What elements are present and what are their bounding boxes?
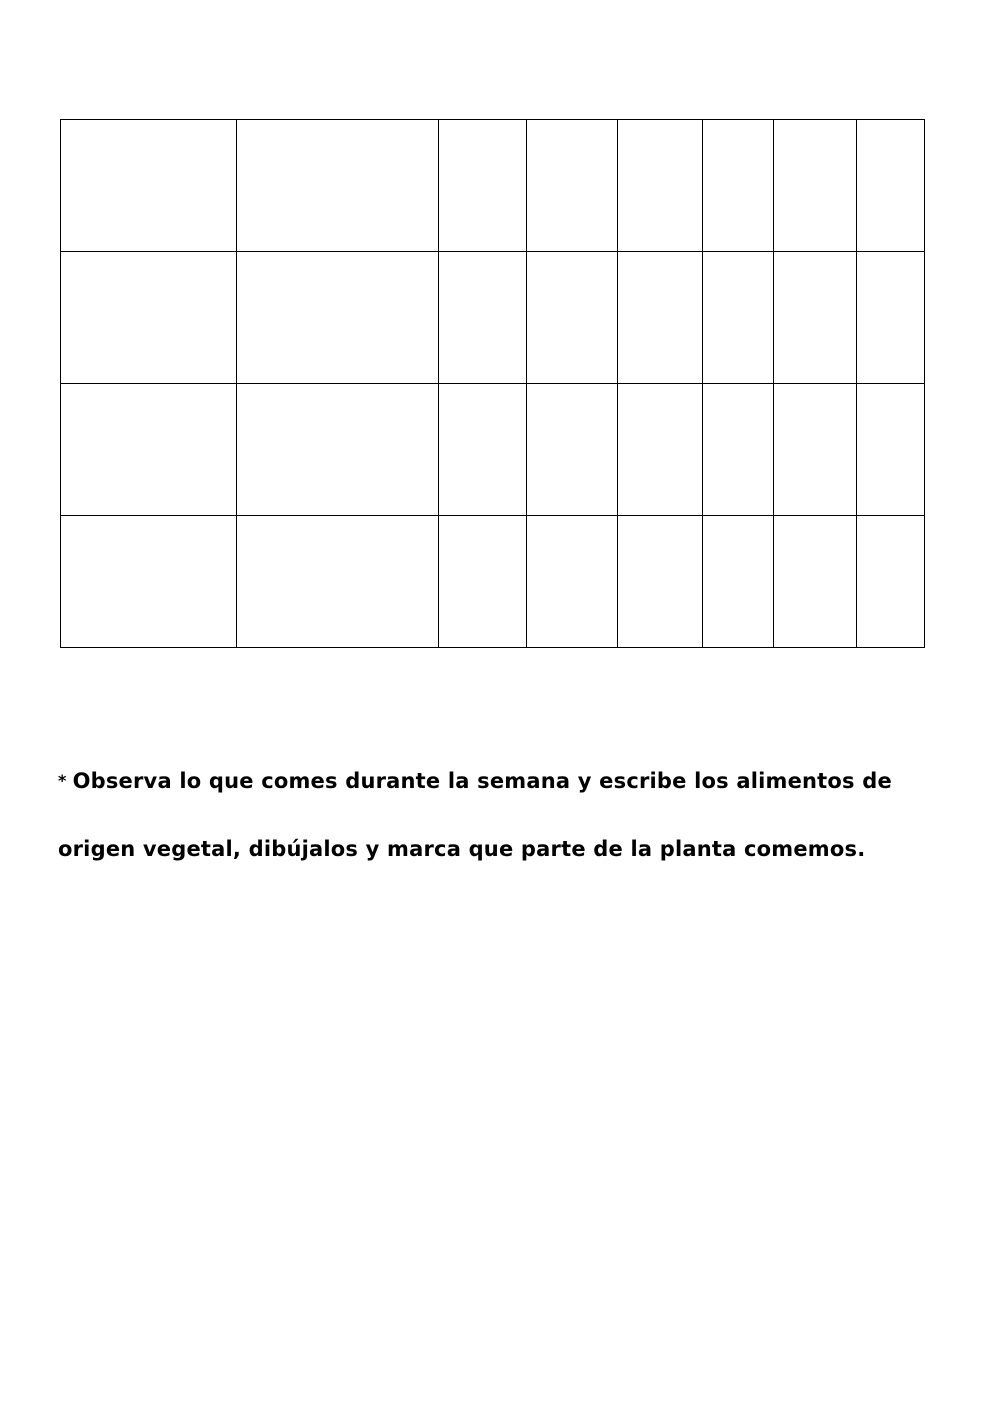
grid-cell[interactable] — [237, 384, 439, 516]
grid-cell[interactable] — [703, 252, 774, 384]
grid-cell[interactable] — [618, 516, 703, 648]
grid-cell[interactable] — [774, 516, 857, 648]
grid-cell[interactable] — [857, 516, 925, 648]
grid-cell[interactable] — [439, 252, 527, 384]
bullet-asterisk: * — [58, 771, 67, 790]
grid-cell[interactable] — [857, 252, 925, 384]
grid-cell[interactable] — [857, 120, 925, 252]
grid-row — [61, 516, 925, 648]
grid-cell[interactable] — [439, 120, 527, 252]
grid-row — [61, 384, 925, 516]
grid-cell[interactable] — [527, 384, 618, 516]
answer-grid — [60, 119, 925, 648]
grid-cell[interactable] — [439, 516, 527, 648]
grid-cell[interactable] — [237, 516, 439, 648]
grid-cell[interactable] — [237, 120, 439, 252]
grid-row — [61, 120, 925, 252]
grid-cell[interactable] — [703, 120, 774, 252]
grid-cell[interactable] — [237, 252, 439, 384]
grid-cell[interactable] — [703, 384, 774, 516]
grid-cell[interactable] — [61, 384, 237, 516]
grid-cell[interactable] — [618, 120, 703, 252]
instruction-line-2: origen vegetal, dibújalos y marca que parte de la planta comemos. — [58, 837, 866, 861]
grid-cell[interactable] — [618, 384, 703, 516]
grid-cell[interactable] — [774, 384, 857, 516]
instruction-line-1: Observa lo que comes durante la semana y escribe los alimentos de — [72, 769, 892, 793]
grid-cell[interactable] — [439, 384, 527, 516]
grid-cell[interactable] — [527, 120, 618, 252]
instruction-text — [58, 748, 958, 882]
grid-row — [61, 252, 925, 384]
grid-cell[interactable] — [61, 252, 237, 384]
answer-grid-body — [61, 120, 925, 648]
grid-cell[interactable] — [527, 252, 618, 384]
grid-cell[interactable] — [61, 516, 237, 648]
grid-cell[interactable] — [61, 120, 237, 252]
grid-cell[interactable] — [527, 516, 618, 648]
grid-cell[interactable] — [703, 516, 774, 648]
grid-cell[interactable] — [857, 384, 925, 516]
grid-cell[interactable] — [774, 120, 857, 252]
grid-cell[interactable] — [774, 252, 857, 384]
grid-cell[interactable] — [618, 252, 703, 384]
